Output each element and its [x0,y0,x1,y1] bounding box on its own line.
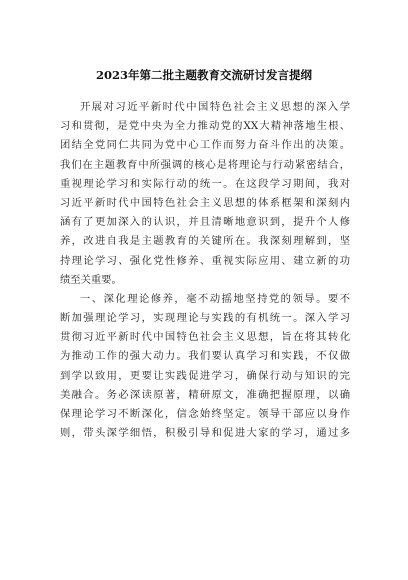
paragraph-line: 习近平新时代中国特色社会主义思想的体系框架和深刻内 [60,196,350,209]
paragraph-line: 绩至关重要。 [60,273,122,286]
paragraph-line: 习和贯彻，是党中央为全力推动党的XX大精神落地生根、 [60,120,350,133]
paragraph-line: 开展对习近平新时代中国特色社会主义思想的深入学 [80,101,350,113]
paragraph-line: 我们在主题教育中所强调的核心是将理论与行动紧密结合， [60,158,350,171]
paragraph-line: 为推动工作的强大动力。我们要认真学习和实践，不仅做 [60,350,350,363]
paragraph-line: 团结全党同仁共同为党中心工作而努力奋斗作出的决策。 [60,139,350,152]
document-body [60,98,350,443]
document-title: 2023年第二批主题教育交流研讨发言提纲 [95,68,312,82]
paragraph-line: 保理论学习不断深化，信念始终坚定。领导干部应以身作 [60,408,350,420]
paragraph-line: 贯彻习近平新时代中国特色社会主义思想，旨在将其转化 [60,331,350,344]
paragraph-line: 持理论学习、强化党性修养、重视实际应用、建立新的功 [60,254,350,267]
paragraph-line: 涵有了更加深入的认识，并且清晰地意识到，提升个人修 [60,216,350,229]
paragraph-line: 断加强理论学习，实现理论与实践的有机统一。深入学习 [60,312,350,325]
paragraph-line: 美融合。务必深读原著，精研原文，准确把握原理，以确 [60,388,350,401]
section-heading-line: 一、深化理论修养，毫不动摇地坚持党的领导。要不 [80,292,350,305]
paragraph-line: 养，改进自我是主题教育的关键所在。我深刻理解到，坚 [60,235,350,248]
paragraph-line: 到学以致用，更要让实践促进学习，确保行动与知识的完 [60,369,350,382]
paragraph-line: 则，带头深学细悟，积极引导和促进大家的学习，通过多 [60,427,350,440]
paragraph-line: 重视理论学习和实际行动的统一。在这段学习期间，我对 [60,177,350,190]
